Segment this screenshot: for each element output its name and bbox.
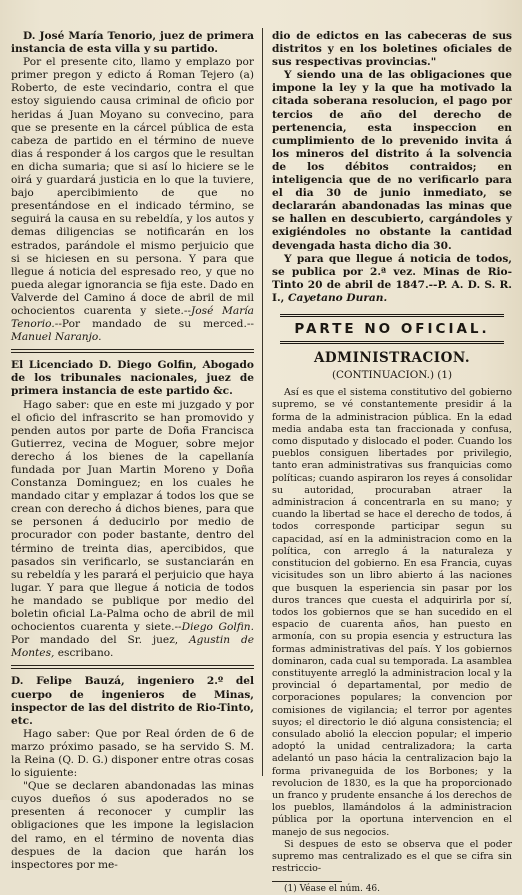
notice-clerk-signature: Manuel Naranjo. bbox=[11, 331, 102, 344]
section-separator bbox=[11, 349, 254, 353]
section-title: ADMINISTRACION. bbox=[313, 350, 471, 367]
notice-bauza bbox=[11, 675, 254, 871]
notice-signature: José María Tenorio. bbox=[11, 304, 254, 331]
notice-body bbox=[11, 399, 254, 661]
notice-heading: D. Felipe Bauzá, ingeniero 2.º del cuerpo de ingenieros de Minas, inspector de las del distrito de Rio-Tinto, etc. bbox=[11, 675, 254, 727]
right-column bbox=[272, 30, 512, 895]
notice-tenorio bbox=[11, 30, 254, 344]
notice-heading: D. José María Tenorio, juez de primera instancia de esta villa y su partido. bbox=[11, 30, 254, 56]
footnote: (1) Véase el núm. 46. bbox=[284, 884, 381, 895]
left-column bbox=[11, 30, 254, 876]
mines-closing bbox=[272, 253, 512, 305]
continued-text: dio de edictos en las cabeceras de sus distritos y en los boletines oficiales de sus respectivas provincias." bbox=[272, 30, 512, 69]
notice-closing: --Por mandado de su merced.-- bbox=[54, 318, 254, 331]
footnote-rule bbox=[272, 881, 342, 882]
non-official-banner: PARTE NO OFICIAL. bbox=[280, 314, 504, 344]
administration-article bbox=[272, 387, 512, 875]
mines-paragraph: Y siendo una de las obligaciones que impone la ley y la que ha motivado la citada soberana resolucion, el pago por tercios de año del derecho de pertenencia, esta inspeccion en cumplimiento de lo prevenido invita á los mineros del distrito á la solvencia de los débitos contraidos; en inteligencia que de no verificarlo para el dia 30 de junio inmediato, se declararán abandonadas las minas que se hallen en descubierto, cargándoles y exigiéndoles no obstante la cantidad devengada hasta dicho dia 30. bbox=[272, 69, 512, 252]
notice-body bbox=[11, 56, 254, 344]
mines-signature: Cayetano Duran. bbox=[288, 291, 388, 304]
notice-body-text: Hago saber: que en este mi juzgado y por el oficio del infrascrito se han promovido y penden autos por parte de Doña Francisca Gutierrez, vecina de Moguer, sobre mejor derecho á los bienes de la capellanía fundada por Juan Martin Moreno y Doña Constanza Dominguez; en los cuales he mandado citar y emplazar á todos los que se crean con derecho á dichos bienes, para que se personen á deducirlo por medio de procurador con poder bastante, dentro del término de treinta dias, apercibidos, que pasados sin verificarlo, se sustanciarán en su rebeldía y les parará el perjuicio que haya lugar. Y para que llegue á noticia de todos he mandado se publique por medio del boletin oficial La-Palma ocho de abril de mil ochocientos cuarenta y siete.-- bbox=[11, 398, 254, 634]
column-divider bbox=[262, 28, 263, 776]
notice-closing: Por mandado del Sr. juez, bbox=[11, 634, 189, 647]
continuation-label: (CONTINUACION.) (1) bbox=[331, 369, 453, 382]
article-paragraph-2: Si despues de esto se observa que el poder supremo mas centralizado es el que se cifra sin restriccio- bbox=[272, 838, 512, 875]
notice-body: Hago saber: Que por Real órden de 6 de marzo próximo pasado, se ha servido S. M. la Reina (Q. D. G.) disponer entre otras cosas lo siguiente: bbox=[11, 727, 254, 780]
notice-clerk-title: escribano. bbox=[54, 647, 114, 660]
notice-golfin bbox=[11, 359, 254, 660]
notice-body-text: Por el presente cito, llamo y emplazo por primer pregon y edicto á Roman Tejero (a) Roberto, de este vecindario, contra el que estoy siguiendo causa criminal de oficio por heridas á Juan Moyano su convecino, para que se presente en la cárcel pública de esta cabeza de partido en el término de nueve dias á responder á los cargos que le resultan en dicha sumaria; que si así lo hiciere se le oirá y guardará justicia en lo que la tuviere, bajo apercibimiento de que no presentándose en el indicado término, se seguirá la causa en su rebeldía, y los autos y demas diligencias se notificarán en los estrados, parándole el mismo perjuicio que si se hiciesen en su persona. Y para que llegue á noticia del espresado reo, y que no pueda alegar ignorancia se fija este. Dado en Valverde del Camino á doce de abril de mil ochocientos cuarenta y siete.-- bbox=[11, 56, 254, 317]
notice-clerk-signature: Agustin de Montes, bbox=[11, 634, 254, 660]
notice-quote: "Que se declaren abandonadas las minas cuyos dueños ó sus apoderados no se presenten á reconocer y cumplir las obligaciones que les impone la legislacion del ramo, en el término de noventa dias despues de la dacion que harán los inspectores por me- bbox=[11, 780, 254, 871]
notice-signature: Diego Golfin. bbox=[181, 621, 254, 634]
section-separator bbox=[11, 665, 254, 669]
article-paragraph: Así es que el sistema constitutivo del gobierno supremo, se vé constantemente presidir á la forma de la administracion pública. En la edad media andaba esta tan fraccionada y confusa, como disputado y dislocado el poder. Cuando los pueblos consiguen libertades por privilegio, tanto eran administrativas sus franquicias como políticas; cuando aspiraron los reyes á consolidar su autoridad, procuraban atraer la administracion á concentrarla en su mano; y cuando la libertad se hace el derecho de todos, á todos corresponde participar segun su capacidad, así en la administracion como en la política, con arreglo á la naturaleza y constitucion del gobierno. En esa Francia, cuyas vicisitudes son un libro abierto á las naciones que busquen la esperiencia sin pasar por los duros trances que cuesta el adquirirla por sí, todos los gobiernos que se han sucedido en el espacio de cuarenta años, han puesto en armonía, con su propia esencia y estructura las formas administrativas del país. Y los gobiernos dominaron, cada cual su temporada. La asamblea constituyente arregló la administracion local y la provincial ó departamental, por medio de corporaciones populares; la convencion por comisiones de vigilancia; el terror por agentes suyos; el directorio le dió alguna consistencia; el consulado abolió la eleccion popular; el imperio adoptó la unidad centralizadora; la carta adelantó un paso hácia la centralizacion bajo la forma privaneguida de los Borbones; y la revolucion de 1830, es la que ha proporcionado un franco y prudente ensanche á los derechos de los pueblos, llamándolos á la administracion pública por la oportuna intervencion en el manejo de sus negocios. bbox=[272, 387, 512, 838]
mines-closing-text: Y para que llegue á noticia de todos, se publica por 2.ª vez. Minas de Rio-Tinto 20 de abril de 1847.--P. A. D. S. R. I., bbox=[272, 252, 512, 304]
notice-heading: El Licenciado D. Diego Golfin, Abogado de los tribunales nacionales, juez de primera instancia de este partido &c. bbox=[11, 359, 254, 398]
